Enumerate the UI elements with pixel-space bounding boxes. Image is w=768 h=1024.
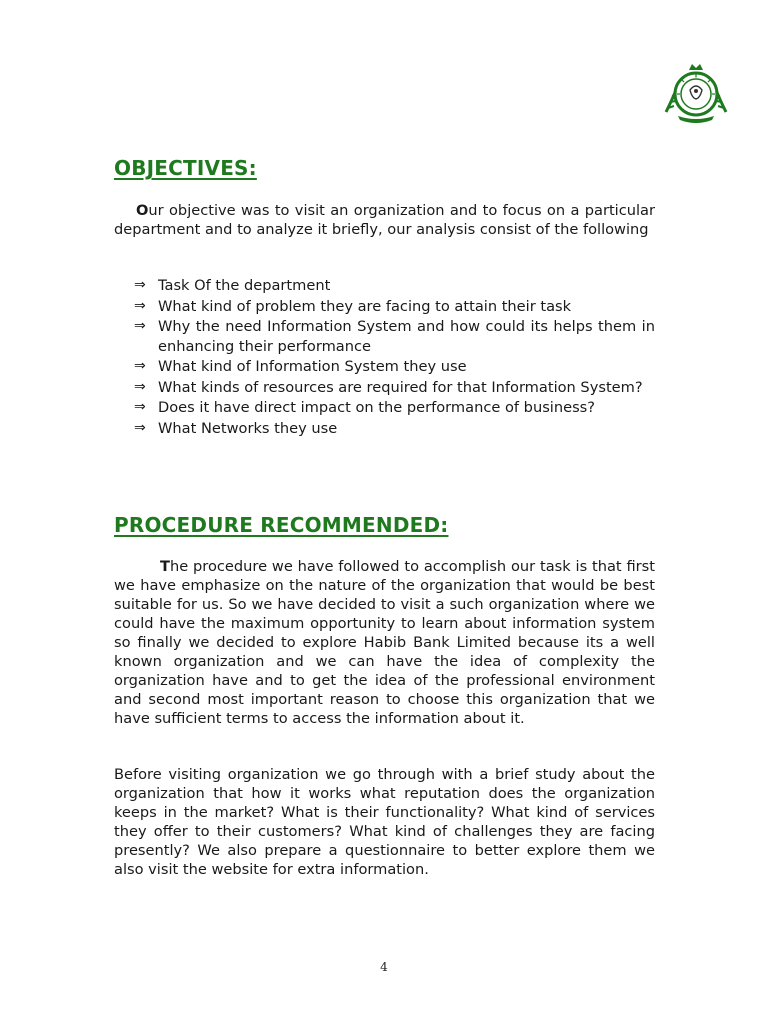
drop-letter: T bbox=[160, 558, 170, 575]
list-item-text: What Networks they use bbox=[158, 419, 338, 437]
list-item-text: Does it have direct impact on the performance of business? bbox=[158, 399, 596, 416]
list-item-text: What kind of problem they are facing to attain their task bbox=[158, 297, 572, 315]
list-item bbox=[134, 317, 655, 356]
page-number: 4 bbox=[380, 960, 388, 974]
habib-bank-seal-logo bbox=[662, 60, 730, 124]
list-item bbox=[134, 297, 655, 317]
double-arrow-icon: ⇒ bbox=[134, 399, 146, 415]
list-item bbox=[134, 378, 655, 398]
objectives-intro bbox=[114, 201, 655, 239]
list-item-text: What kinds of resources are required for that Information System? bbox=[158, 378, 643, 396]
double-arrow-icon: ⇒ bbox=[134, 419, 146, 436]
procedure-paragraph-1 bbox=[114, 557, 655, 728]
double-arrow-icon: ⇒ bbox=[134, 358, 146, 374]
procedure-paragraph-2: Before visiting organization we go through with a brief study about the organization that how it works what reputation does the organization keeps in the market? What is their functionality? What kind of services they offer to their customers? What kind of challenges they are facing presently? We also prepare a questionnaire to better explore them we also visit the website for extra information. bbox=[114, 766, 655, 878]
list-item-text: What kind of Information System they use bbox=[158, 358, 467, 375]
procedure-heading: PROCEDURE RECOMMENDED: bbox=[114, 513, 449, 537]
list-item bbox=[134, 398, 655, 418]
list-item bbox=[134, 419, 655, 439]
procedure-paragraph-1-text: he procedure we have followed to accomplish our task is that first we have emphasize on the nature of the organization that would be best suitable for us. So we have decided to visit a such organization where we could have the maximum opportunity to learn about information system so finally we decided to explore Habib Bank Limited because its a well known organization and we can have the idea of complexity the organization have and to get the idea of the professional environment and second most important reason to choose this organization that we have sufficient terms to access the information about it. bbox=[114, 558, 655, 727]
double-arrow-icon: ⇒ bbox=[134, 318, 146, 334]
double-arrow-icon: ⇒ bbox=[134, 378, 146, 395]
list-item-text: Task Of the department bbox=[158, 277, 331, 294]
double-arrow-icon: ⇒ bbox=[134, 277, 146, 293]
double-arrow-icon: ⇒ bbox=[134, 297, 146, 314]
list-item bbox=[134, 276, 655, 296]
drop-letter: O bbox=[136, 202, 149, 219]
objectives-heading: OBJECTIVES: bbox=[114, 156, 257, 180]
list-item bbox=[134, 357, 655, 377]
objectives-intro-text: ur objective was to visit an organization and to focus on a particular department and to analyze it briefly, our analysis consist of the following bbox=[114, 202, 655, 238]
list-item-text: Why the need Information System and how could its helps them in enhancing their performance bbox=[158, 318, 655, 355]
objectives-list bbox=[134, 276, 655, 439]
